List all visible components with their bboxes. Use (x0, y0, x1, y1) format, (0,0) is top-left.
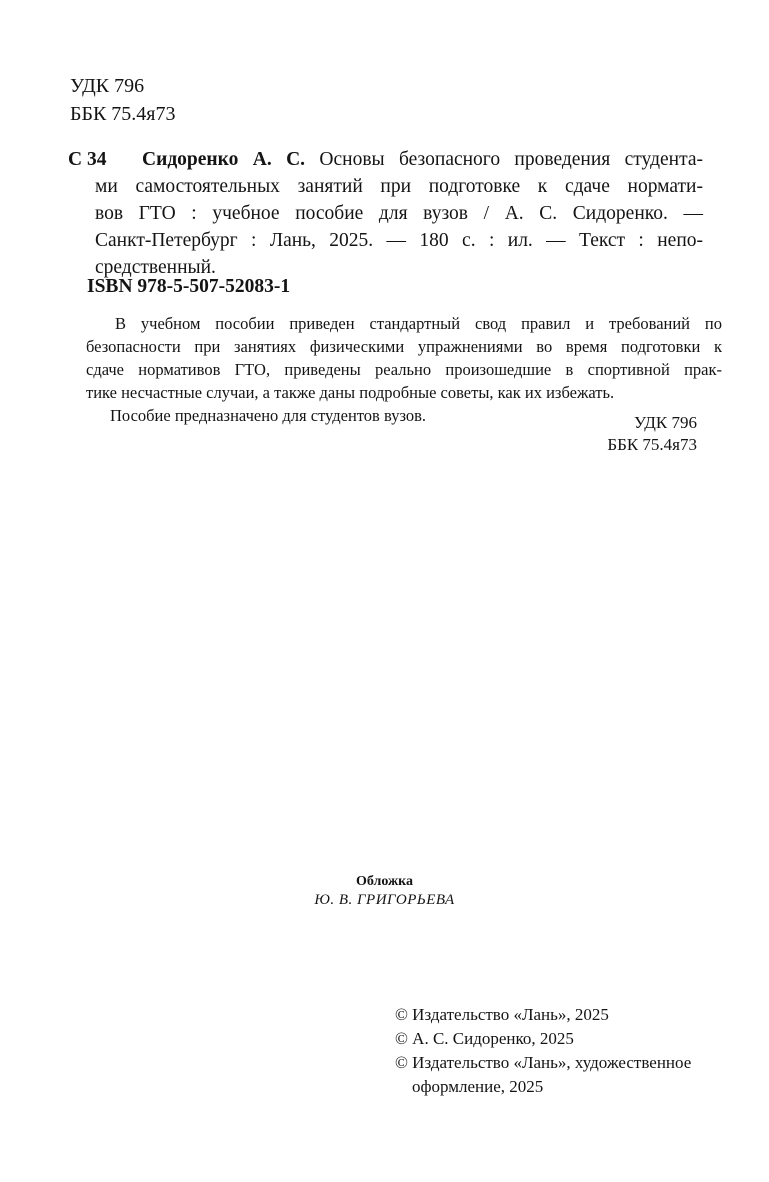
udk-bbk-bottom-block (607, 412, 697, 456)
catalog-entry-line: средственный. (95, 257, 216, 278)
catalog-entry-line (95, 146, 703, 173)
catalog-entry-title-start: Основы безопасного проведения студента- (319, 149, 703, 170)
copyright-line-design: © Издательство «Лань», художественное (395, 1053, 692, 1072)
cover-credit-block (0, 872, 769, 910)
cover-credit-name: Ю. В. ГРИГОРЬЕВА (314, 892, 455, 908)
cover-credit-label: Обложка (355, 874, 414, 889)
catalog-entry-line: вов ГТО : учебное пособие для вузов / А. С. Сидоренко. — (95, 203, 703, 224)
catalog-entry-line: Санкт-Петербург : Лань, 2025. — 180 с. : ил. — Текст : непо- (95, 230, 703, 251)
bbk-number-right: ББК 75.4я73 (607, 435, 697, 454)
udk-bbk-top-block (70, 72, 176, 128)
author-sign-code: С 34 (68, 149, 107, 170)
bbk-number: ББК 75.4я73 (70, 103, 176, 125)
copyright-block (395, 1003, 725, 1099)
copyright-line-author: © А. С. Сидоренко, 2025 (395, 1029, 574, 1048)
annotation-line: безопасности при занятиях физическими упражнениями во время подготовки к (86, 337, 722, 356)
catalog-entry-line: ми самостоятельных занятий при подготовке к сдаче нормати- (95, 176, 703, 197)
annotation (86, 312, 722, 427)
copyright-line-publisher: © Издательство «Лань», 2025 (395, 1005, 609, 1024)
isbn: ISBN 978-5-507-52083-1 (87, 276, 291, 297)
annotation-audience-line: Пособие предназначено для студентов вузов. (110, 406, 427, 425)
annotation-line: В учебном пособии приведен стандартный свод правил и требований по (115, 314, 722, 333)
annotation-line: тике несчастные случаи, а также даны подробные советы, как их избежать. (86, 383, 615, 402)
udk-number: УДК 796 (70, 75, 145, 97)
author-name: Сидоренко А. С. (142, 149, 306, 170)
copyright-line-design-cont: оформление, 2025 (412, 1077, 544, 1096)
udk-number-right: УДК 796 (633, 413, 697, 432)
annotation-line: сдаче нормативов ГТО, приведены реально произошедшие в спортивной прак- (86, 360, 722, 379)
catalog-entry (68, 146, 703, 281)
